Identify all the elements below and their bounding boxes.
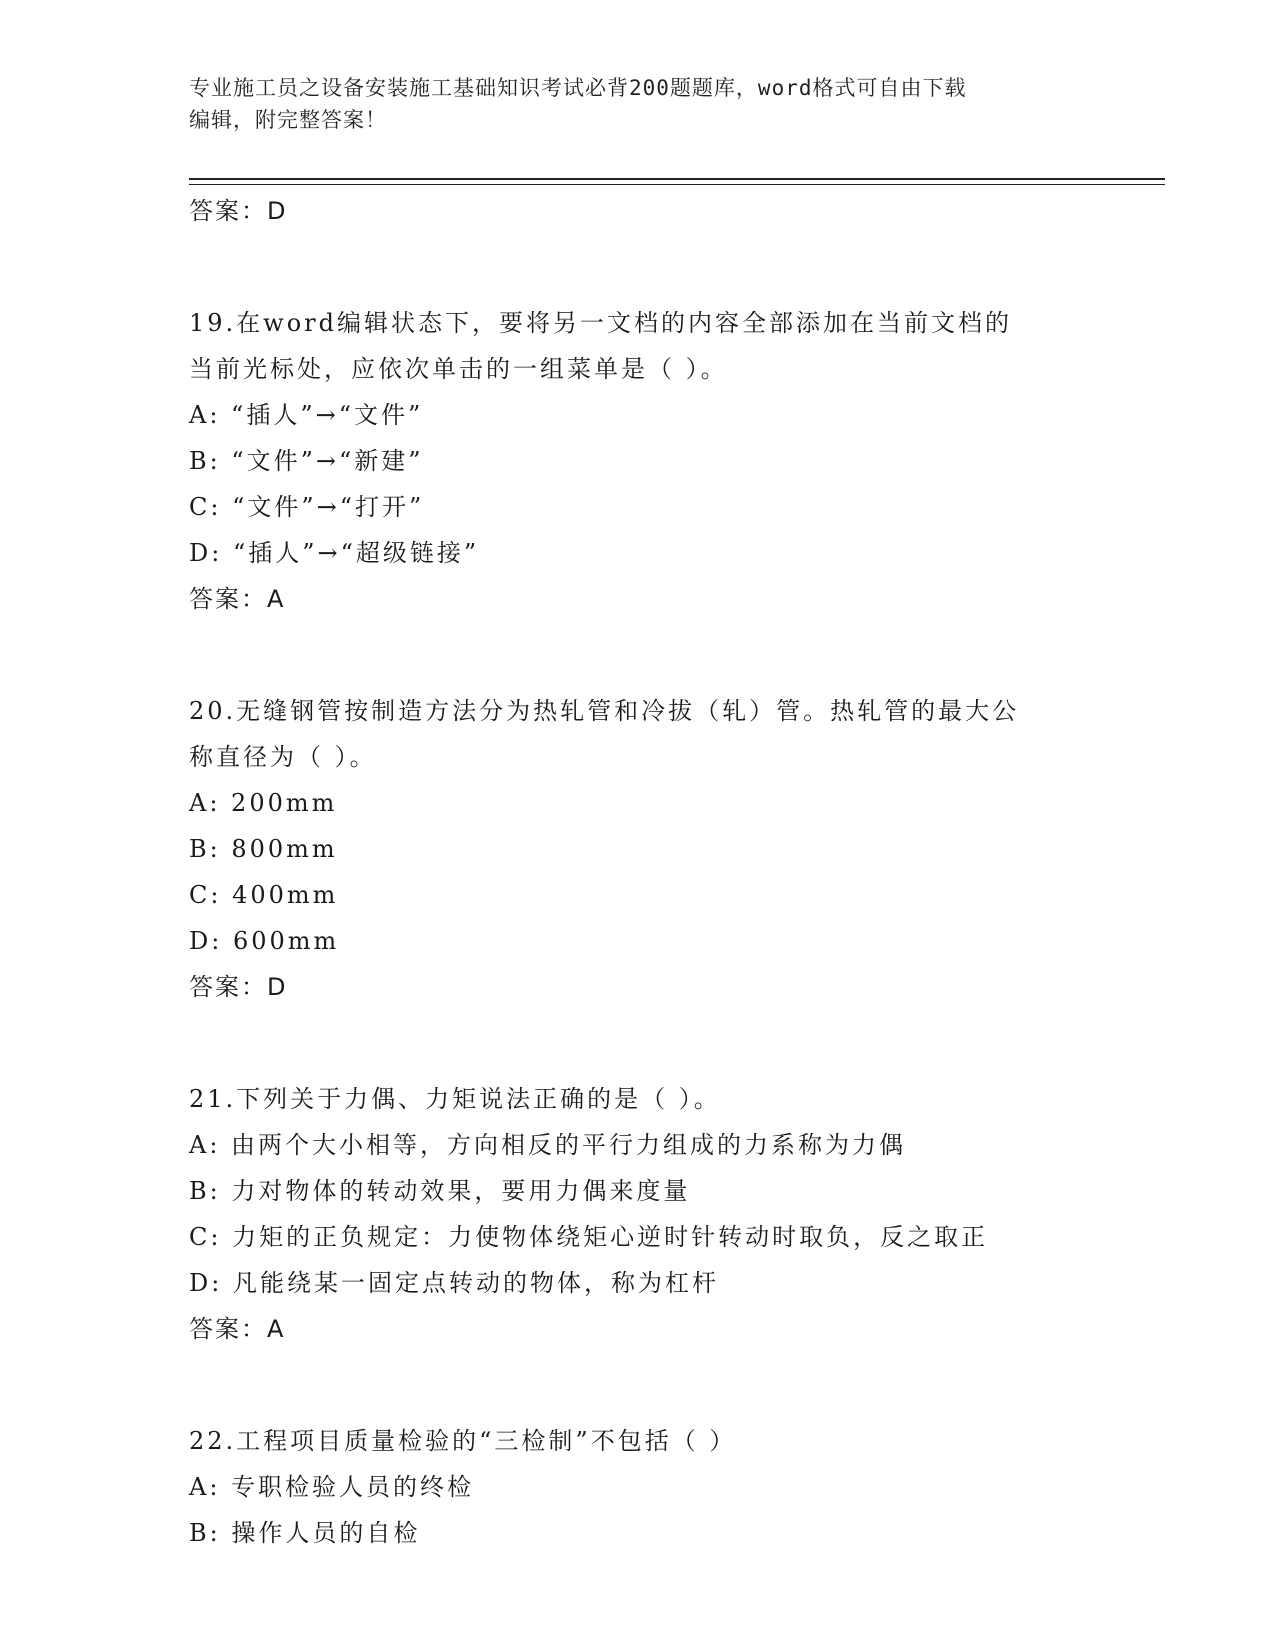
option-b: B: 操作人员的自检 — [189, 1519, 421, 1547]
question-22 — [189, 1418, 1089, 1556]
document-body — [189, 188, 1089, 1556]
header-line-2: 编辑，附完整答案！ — [189, 108, 387, 132]
question-20 — [189, 688, 1089, 1010]
header-rule-thin — [189, 184, 1165, 185]
option-d: D: 凡能绕某一固定点转动的物体，称为杠杆 — [189, 1269, 719, 1297]
option-c: C: 400mm — [189, 881, 339, 909]
option-a: A: “插人”→“文件” — [189, 401, 424, 429]
option-d: D: “插人”→“超级链接” — [189, 539, 480, 567]
answer-line: 答案：A — [189, 585, 286, 613]
answer-line: 答案：D — [189, 973, 288, 1001]
option-a: A: 200mm — [189, 789, 338, 817]
answer-line: 答案：D — [189, 197, 288, 225]
option-a: A: 由两个大小相等，方向相反的平行力组成的力系称为力偶 — [189, 1131, 907, 1159]
question-19 — [189, 300, 1089, 622]
option-c: C: “文件”→“打开” — [189, 493, 425, 521]
header-line-1: 专业施工员之设备安装施工基础知识考试必背200题题库，word格式可自由下载 — [189, 76, 967, 100]
page-header — [189, 72, 1089, 136]
question-stem-line: 当前光标处，应依次单击的一组菜单是（ ）。 — [189, 355, 728, 383]
option-d: D: 600mm — [189, 927, 340, 955]
question-21 — [189, 1076, 1089, 1352]
question-stem-line: 22.工程项目质量检验的“三检制”不包括（ ） — [189, 1427, 737, 1455]
question-stem-line: 称直径为（ ）。 — [189, 743, 377, 771]
option-b: B: 800mm — [189, 835, 338, 863]
option-b: B: “文件”→“新建” — [189, 447, 424, 475]
option-c: C: 力矩的正负规定：力使物体绕矩心逆时针转动时取负，反之取正 — [189, 1223, 989, 1251]
option-b: B: 力对物体的转动效果，要用力偶来度量 — [189, 1177, 691, 1205]
header-rule-thick — [189, 178, 1165, 180]
question-stem-line: 21.下列关于力偶、力矩说法正确的是（ ）。 — [189, 1085, 721, 1113]
question-stem-line: 20.无缝钢管按制造方法分为热轧管和冷拔（轧）管。热轧管的最大公 — [189, 697, 1020, 725]
question-stem-line: 19.在word编辑状态下，要将另一文档的内容全部添加在当前文档的 — [189, 309, 1012, 337]
option-a: A: 专职检验人员的终检 — [189, 1473, 475, 1501]
answer-line: 答案：A — [189, 1315, 286, 1343]
